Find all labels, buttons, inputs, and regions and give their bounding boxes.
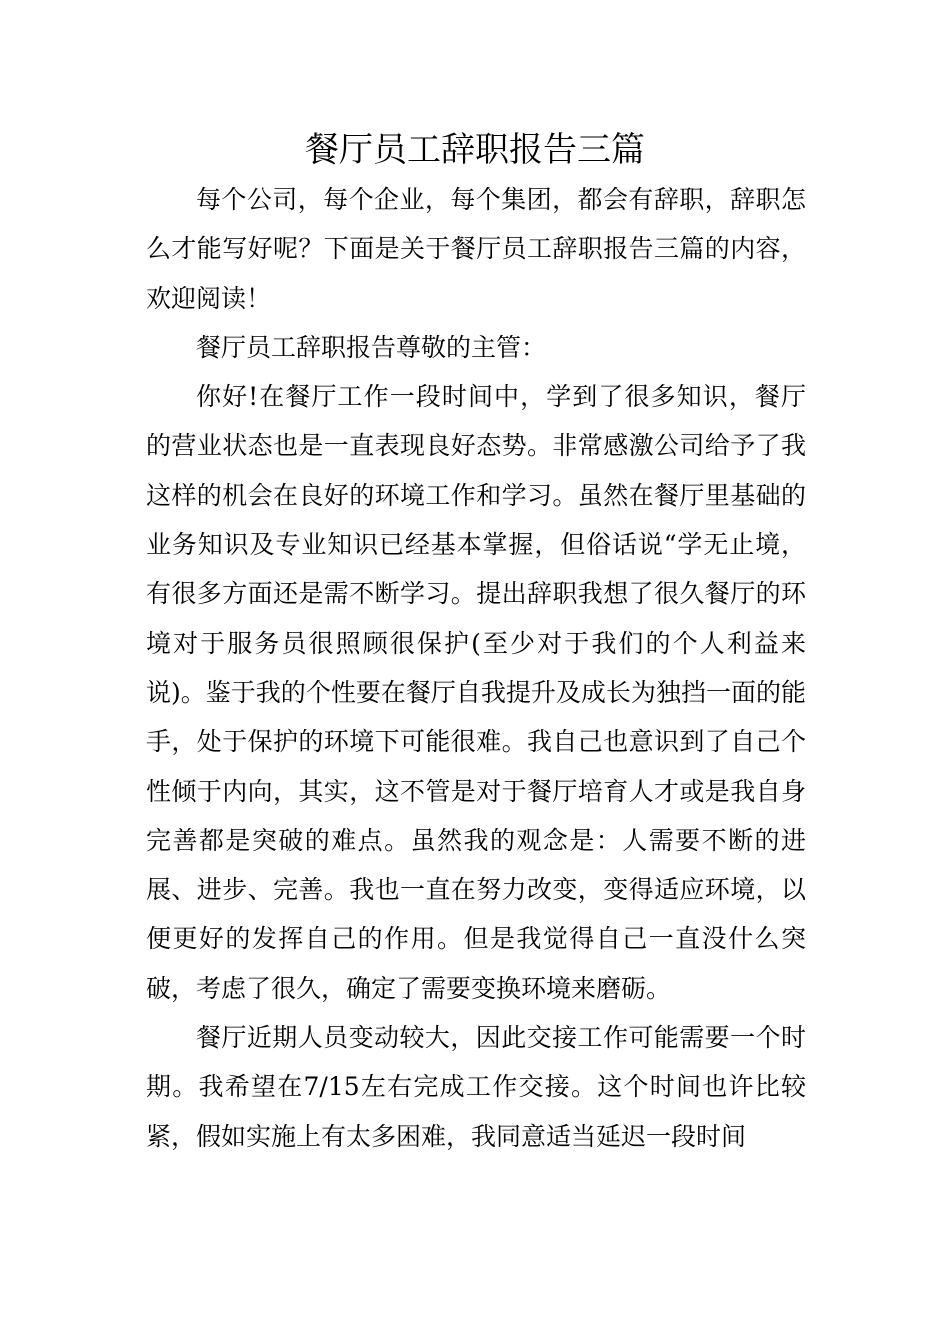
handover-paragraph: 餐厅近期人员变动较大，因此交接工作可能需要一个时期。我希望在7/15左右完成工作交接。这个时间也许比较紧，假如实施上有太多困难，我同意适当延迟一段时间 (146, 1023, 806, 1151)
salutation-paragraph: 餐厅员工辞职报告尊敬的主管： (196, 332, 547, 362)
intro-paragraph: 每个公司，每个企业，每个集团，都会有辞职，辞职怎么才能写好呢？下面是关于餐厅员工辞职报告三篇的内容，欢迎阅读！ (146, 185, 806, 313)
document-title: 餐厅员工辞职报告三篇 (305, 130, 645, 170)
body-paragraph: 你好!在餐厅工作一段时间中，学到了很多知识，餐厅的营业状态也是一直表现良好态势。非常感激公司给予了我这样的机会在良好的环境工作和学习。虽然在餐厅里基础的业务知识及专业知识已经基本掌握，但俗话说“学无止境，有很多方面还是需不断学习。提出辞职我想了很久餐厅的环境对于服务员很照顾很保护(至少对于我们的个人利益来说)。鉴于我的个性要在餐厅自我提升及成长为独挡一面的能手，处于保护的环境下可能很难。我自己也意识到了自己个性倾于内向，其实，这不管是对于餐厅培育人才或是我自身完善都是突破的难点。虽然我的观念是：人需要不断的进展、进步、完善。我也一直在努力改变，变得适应环境，以便更好的发挥自己的作用。但是我觉得自己一直没什么突破，考虑了很久，确定了需要变换环境来磨砺。 (146, 382, 806, 1003)
document-body (146, 175, 806, 1161)
